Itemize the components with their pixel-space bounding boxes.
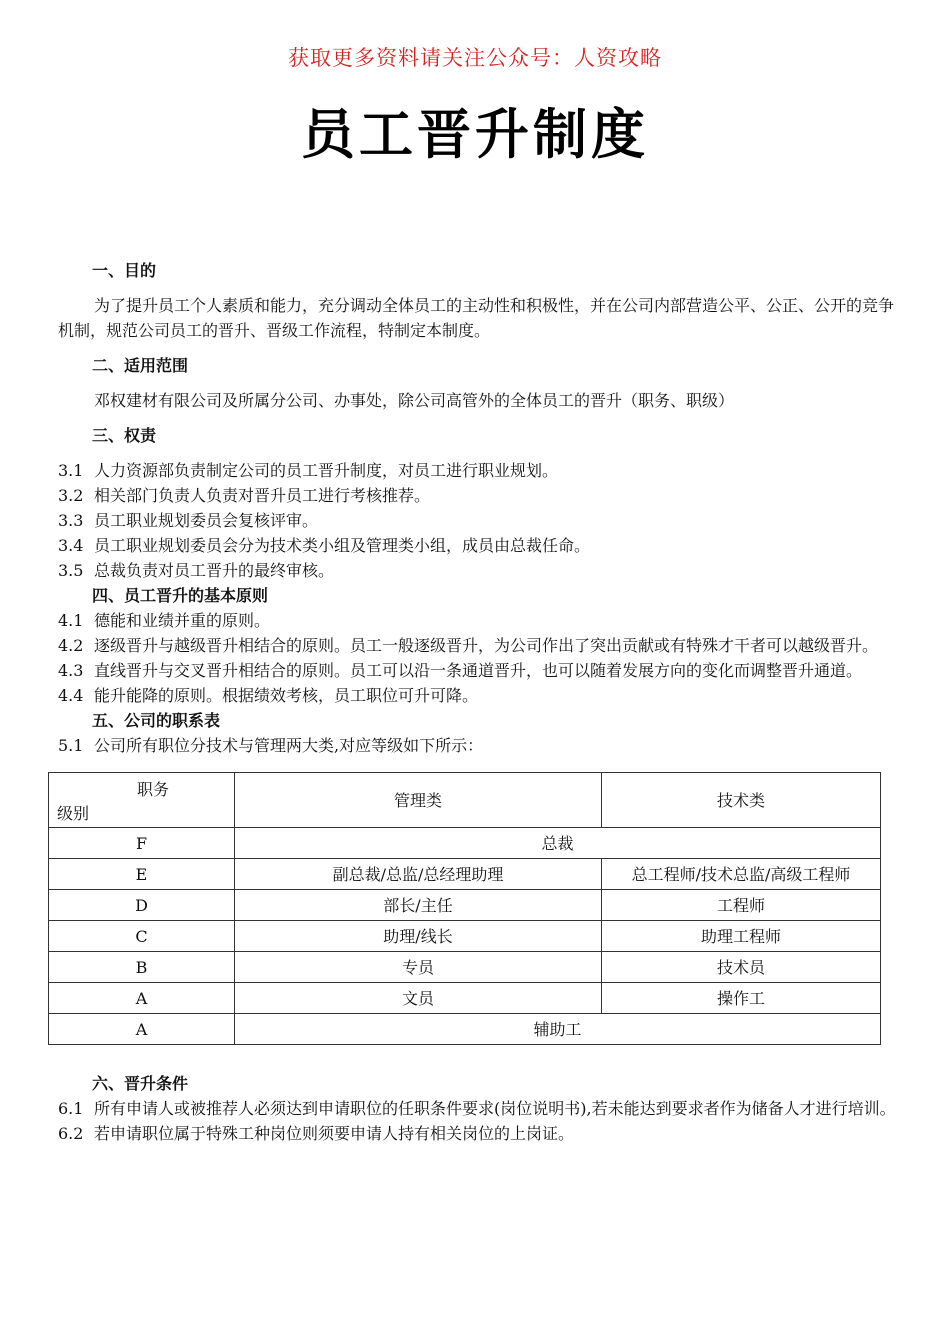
header-technical: 技术类	[602, 773, 881, 828]
section-heading-purpose: 一、目的	[92, 261, 157, 280]
section-heading-rank-table: 五、公司的职系表	[92, 711, 221, 730]
management-cell: 助理/线长	[235, 921, 602, 952]
level-cell: B	[49, 952, 235, 983]
table-row	[49, 921, 881, 952]
scope-paragraph: 邓权建材有限公司及所属分公司、办事处，除公司高管外的全体员工的晋升（职务、职级）	[94, 391, 735, 410]
list-item: 4.1 德能和业绩并重的原则。	[58, 611, 271, 630]
list-item: 3.1 人力资源部负责制定公司的员工晋升制度，对员工进行职业规划。	[58, 461, 559, 480]
technical-cell: 助理工程师	[602, 921, 881, 952]
technical-cell: 总工程师/技术总监/高级工程师	[602, 859, 881, 890]
corner-cell	[49, 773, 235, 828]
list-item: 3.5 总裁负责对员工晋升的最终审核。	[58, 561, 335, 580]
table-header-row	[49, 773, 881, 828]
header-management: 管理类	[235, 773, 602, 828]
list-item: 4.4 能升能降的原则。根据绩效考核，员工职位可升可降。	[58, 686, 479, 705]
list-item: 6.2 若申请职位属于特殊工种岗位则须要申请人持有相关岗位的上岗证。	[58, 1124, 575, 1143]
technical-cell: 工程师	[602, 890, 881, 921]
technical-cell: 技术员	[602, 952, 881, 983]
document-body	[58, 258, 896, 1146]
document-title: 员工晋升制度	[301, 102, 649, 166]
rank-table	[48, 772, 881, 1045]
technical-cell: 操作工	[602, 983, 881, 1014]
list-item: 6.1 所有申请人或被推荐人必须达到申请职位的任职条件要求(岗位说明书),若未能达到要求者作为储备人才进行培训。	[58, 1099, 896, 1118]
list-item: 5.1 公司所有职位分技术与管理两大类,对应等级如下所示：	[58, 736, 484, 755]
merged-cell: 总裁	[235, 828, 881, 859]
management-cell: 专员	[235, 952, 602, 983]
level-cell: D	[49, 890, 235, 921]
management-cell: 文员	[235, 983, 602, 1014]
level-cell: F	[49, 828, 235, 859]
section-heading-scope: 二、适用范围	[92, 356, 189, 375]
management-cell: 部长/主任	[235, 890, 602, 921]
corner-position-label: 职务	[137, 780, 170, 799]
level-cell: A	[49, 1014, 235, 1045]
level-cell: A	[49, 983, 235, 1014]
corner-level-label: 级别	[57, 804, 90, 823]
list-item: 3.4 员工职业规划委员会分为技术类小组及管理类小组，成员由总裁任命。	[58, 536, 591, 555]
merged-cell: 辅助工	[235, 1014, 881, 1045]
table-row	[49, 890, 881, 921]
section-heading-responsibilities: 三、权责	[92, 426, 157, 445]
list-item: 4.3 直线晋升与交叉晋升相结合的原则。员工可以沿一条通道晋升，也可以随着发展方向的变化而调整晋升通道。	[58, 661, 863, 680]
table-row	[49, 828, 881, 859]
list-item: 4.2 逐级晋升与越级晋升相结合的原则。员工一般逐级晋升，为公司作出了突出贡献或有特殊才干者可以越级晋升。	[58, 636, 879, 655]
section-heading-conditions: 六、晋升条件	[92, 1074, 189, 1093]
section-heading-principles: 四、员工晋升的基本原则	[92, 586, 269, 605]
table-row	[49, 859, 881, 890]
list-item: 3.2 相关部门负责人负责对晋升员工进行考核推荐。	[58, 486, 431, 505]
management-cell: 副总裁/总监/总经理助理	[235, 859, 602, 890]
table-row	[49, 1014, 881, 1045]
purpose-paragraph: 为了提升员工个人素质和能力，充分调动全体员工的主动性和积极性，并在公司内部营造公平、公正、公开的竞争机制，规范公司员工的晋升、晋级工作流程，特制定本制度。	[58, 296, 895, 340]
list-item: 3.3 员工职业规划委员会复核评审。	[58, 511, 319, 530]
table-row	[49, 983, 881, 1014]
promo-banner: 获取更多资料请关注公众号：人资攻略	[288, 46, 662, 70]
table-row	[49, 952, 881, 983]
level-cell: C	[49, 921, 235, 952]
level-cell: E	[49, 859, 235, 890]
